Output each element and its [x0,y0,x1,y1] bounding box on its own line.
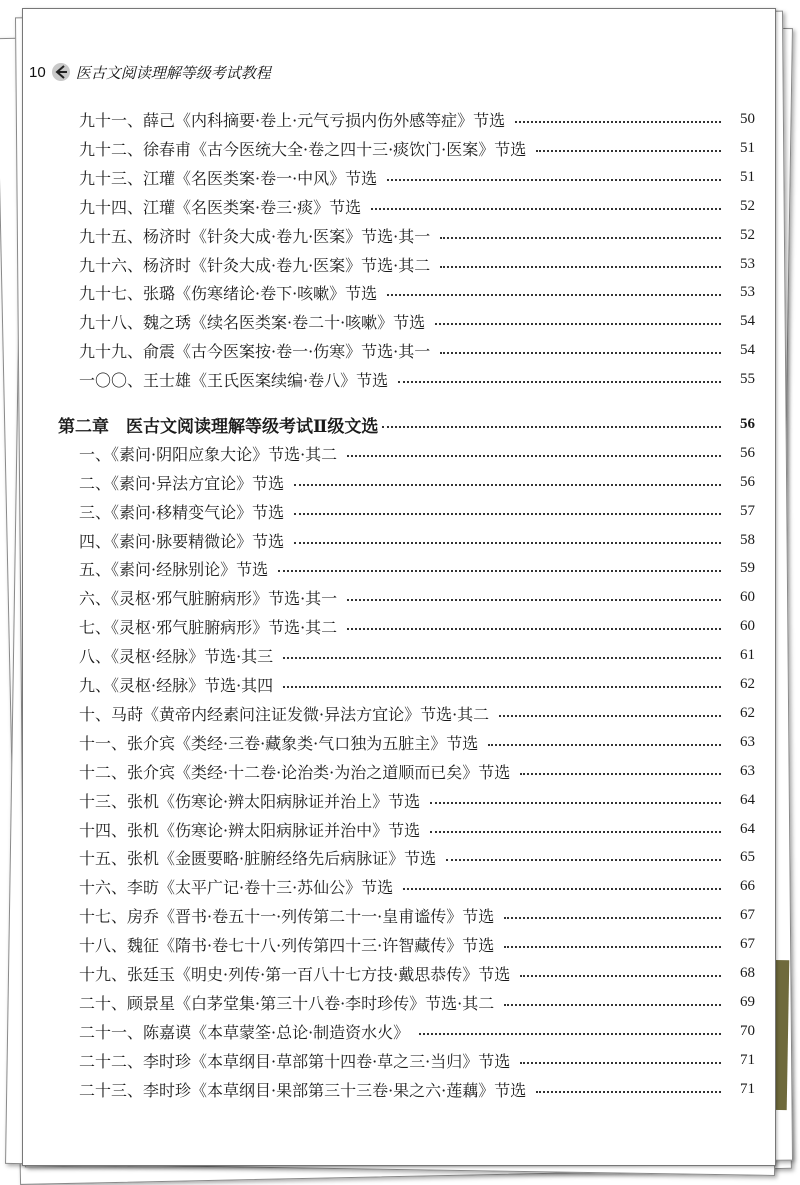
toc-entry-title: 一、《素问·阴阳应象大论》节选·其二 [79,444,338,464]
dot-leader [294,474,721,486]
toc-entry-page: 66 [740,877,755,894]
toc-entry-title: 十三、张机《伤寒论·辨太阳病脉证并治上》节选 [79,791,421,811]
toc-entry-page: 63 [740,762,755,779]
toc-entry[interactable] [79,365,755,393]
toc-entry-page: 67 [740,906,755,923]
toc-entry-page: 71 [740,1051,755,1068]
dot-leader [294,532,721,544]
toc-entry[interactable] [79,786,755,814]
dot-leader [435,313,721,325]
toc-entry[interactable] [79,1046,755,1074]
toc-entry-title: 十五、张机《金匮要略·脏腑经络先后病脉证》节选 [79,848,437,868]
toc-entry[interactable] [79,497,755,525]
toc-entry-title: 二、《素问·异法方宜论》节选 [79,473,285,493]
dot-leader [387,284,721,296]
toc-entry-title: 十四、张机《伤寒论·辨太阳病脉证并治中》节选 [79,820,421,840]
toc-entry-title: 九十七、张璐《伤寒绪论·卷下·咳嗽》节选 [79,283,378,303]
toc-entry-title: 十、马莳《黄帝内经素问注证发微·异法方宜论》节选·其二 [79,704,490,724]
dot-leader [440,227,721,239]
toc-entry-page: 51 [740,168,755,185]
toc-entry-page: 64 [740,791,755,808]
toc-entry-page: 54 [740,312,755,329]
dot-leader [504,936,721,948]
toc-entry-title: 第二章 医古文阅读理解等级考试Ⅱ级文选 [58,416,379,437]
toc-entry[interactable] [79,336,755,364]
toc-entry-page: 51 [740,139,755,156]
toc-entry[interactable] [79,192,755,220]
toc-entry[interactable] [79,699,755,727]
toc-entry[interactable] [79,468,755,496]
toc-entry[interactable] [79,843,755,871]
toc-entry[interactable] [79,105,755,133]
toc-entry[interactable] [79,901,755,929]
dot-leader [536,1081,721,1093]
dot-leader [283,676,721,688]
page-header [29,61,271,83]
toc-entry-page: 61 [740,646,755,663]
toc-entry[interactable] [79,930,755,958]
toc-entry-page: 57 [740,502,755,519]
dot-leader [347,618,721,630]
toc-entry-title: 九十四、江瓘《名医类案·卷三·痰》节选 [79,197,362,217]
toc-entry-title: 九十九、俞震《古今医案按·卷一·伤寒》节选·其一 [79,341,431,361]
toc-entry-title: 八、《灵枢·经脉》节选·其三 [79,646,274,666]
toc-entry-title: 十八、魏征《隋书·卷七十八·列传第四十三·许智藏传》节选 [79,935,495,955]
toc-entry-title: 三、《素问·移精变气论》节选 [79,502,285,522]
toc-entry-title: 十一、张介宾《类经·三卷·藏象类·气口独为五脏主》节选 [79,733,479,753]
toc-entry[interactable] [79,757,755,785]
toc-entry-page: 62 [740,704,755,721]
toc-entry[interactable] [79,612,755,640]
toc-entry-title: 九十三、江瓘《名医类案·卷一·中风》节选 [79,168,378,188]
toc-entry-page: 65 [740,848,755,865]
toc-page [22,8,776,1166]
dot-leader [283,647,721,659]
dot-leader [278,560,721,572]
toc-entry-page: 50 [740,110,755,127]
toc-entry-page: 70 [740,1022,755,1039]
toc-entry-page: 62 [740,675,755,692]
dot-leader [403,878,721,890]
dot-leader [520,1052,721,1064]
dot-leader [430,821,721,833]
dot-leader [440,256,721,268]
dot-leader [520,763,721,775]
toc-entry[interactable] [79,728,755,756]
toc-entry-page: 56 [740,444,755,461]
toc-entry-page: 52 [740,226,755,243]
toc-entry-page: 60 [740,617,755,634]
toc-entry[interactable] [79,815,755,843]
toc-entry[interactable] [79,872,755,900]
toc-entry-page: 64 [740,820,755,837]
dot-leader [382,416,721,428]
arrow-left-icon[interactable] [52,63,70,81]
dot-leader [504,907,721,919]
toc-entry-title: 十六、李昉《太平广记·卷十三·苏仙公》节选 [79,877,394,897]
toc-entry-page: 56 [740,473,755,490]
toc-entry-page: 55 [740,370,755,387]
toc-entry[interactable] [79,554,755,582]
toc-entry-title: 七、《灵枢·邪气脏腑病形》节选·其二 [79,617,338,637]
dot-leader [347,445,721,457]
toc-entry-page: 52 [740,197,755,214]
toc-entry-title: 十九、张廷玉《明史·列传·第一百八十七方技·戴思恭传》节选 [79,964,511,984]
toc-entry-page: 63 [740,733,755,750]
toc-entry[interactable] [79,959,755,987]
dot-leader [499,705,721,717]
toc-entry-page: 53 [740,255,755,272]
dot-leader [419,1023,721,1035]
toc-entry[interactable] [79,307,755,335]
toc-entry-title: 二十、顾景星《白茅堂集·第三十八卷·李时珍传》节选·其二 [79,993,495,1013]
toc-entry-page: 59 [740,559,755,576]
toc-entry[interactable] [79,1017,755,1045]
dot-leader [520,965,721,977]
toc-entry-title: 二十一、陈嘉谟《本草蒙筌·总论·制造资水火》 [79,1022,410,1042]
toc-entry[interactable] [79,988,755,1016]
toc-entry[interactable] [79,163,755,191]
dot-leader [294,503,721,515]
toc-entry-title: 二十三、李时珍《本草纲目·果部第三十三卷·果之六·莲藕》节选 [79,1080,527,1100]
toc-entry-title: 九十六、杨济时《针灸大成·卷九·医案》节选·其二 [79,255,431,275]
toc-entry[interactable] [79,1075,755,1103]
toc-entry-title: 二十二、李时珍《本草纲目·草部第十四卷·草之三·当归》节选 [79,1051,511,1071]
dot-leader [536,140,721,152]
dot-leader [440,342,721,354]
toc-entry[interactable] [79,278,755,306]
dot-leader [398,371,721,383]
dot-leader [387,169,721,181]
toc-entry[interactable] [79,250,755,278]
dot-leader [430,792,721,804]
toc-entry-title: 九十一、薛己《内科摘要·卷上·元气亏损内伤外感等症》节选 [79,110,506,130]
toc-entry-title: 九十八、魏之琇《续名医类案·卷二十·咳嗽》节选 [79,312,426,332]
toc-entry-page: 68 [740,964,755,981]
toc-entry-title: 九十五、杨济时《针灸大成·卷九·医案》节选·其一 [79,226,431,246]
toc-entry-title: 十二、张介宾《类经·十二卷·论治类·为治之道顺而已矣》节选 [79,762,511,782]
toc-entry-page: 58 [740,531,755,548]
toc-entry[interactable] [79,670,755,698]
toc-entry-page: 54 [740,341,755,358]
toc-entry[interactable] [79,221,755,249]
dot-leader [446,849,721,861]
toc-entry-page: 56 [740,415,755,432]
toc-entry-title: 九十二、徐春甫《古今医统大全·卷之四十三·痰饮门·医案》节选 [79,139,527,159]
toc-entry-page: 69 [740,993,755,1010]
toc-entry-title: 六、《灵枢·邪气脏腑病形》节选·其一 [79,588,338,608]
dot-leader [515,111,721,123]
dot-leader [504,994,721,1006]
toc-entry[interactable] [79,583,755,611]
toc-entry[interactable] [79,641,755,669]
toc-entry-page: 67 [740,935,755,952]
toc-entry[interactable] [79,134,755,162]
dot-leader [347,589,721,601]
toc-entry-page: 60 [740,588,755,605]
dot-leader [488,734,721,746]
dot-leader [371,198,721,210]
toc-entry[interactable] [79,439,755,467]
toc-entry-title: 四、《素问·脉要精微论》节选 [79,531,285,551]
book-title: 医古文阅读理解等级考试教程 [75,63,271,82]
toc-entry-page: 71 [740,1080,755,1097]
toc-entry-page: 53 [740,283,755,300]
toc-entry-title: 九、《灵枢·经脉》节选·其四 [79,675,274,695]
page-number: 10 [29,63,46,81]
chapter-heading[interactable] [58,410,755,438]
toc-entry[interactable] [79,526,755,554]
toc-entry-title: 一〇〇、王士雄《王氏医案续编·卷八》节选 [79,370,389,390]
toc-entry-title: 五、《素问·经脉别论》节选 [79,559,269,579]
toc-entry-title: 十七、房乔《晋书·卷五十一·列传第二十一·皇甫谧传》节选 [79,906,495,926]
